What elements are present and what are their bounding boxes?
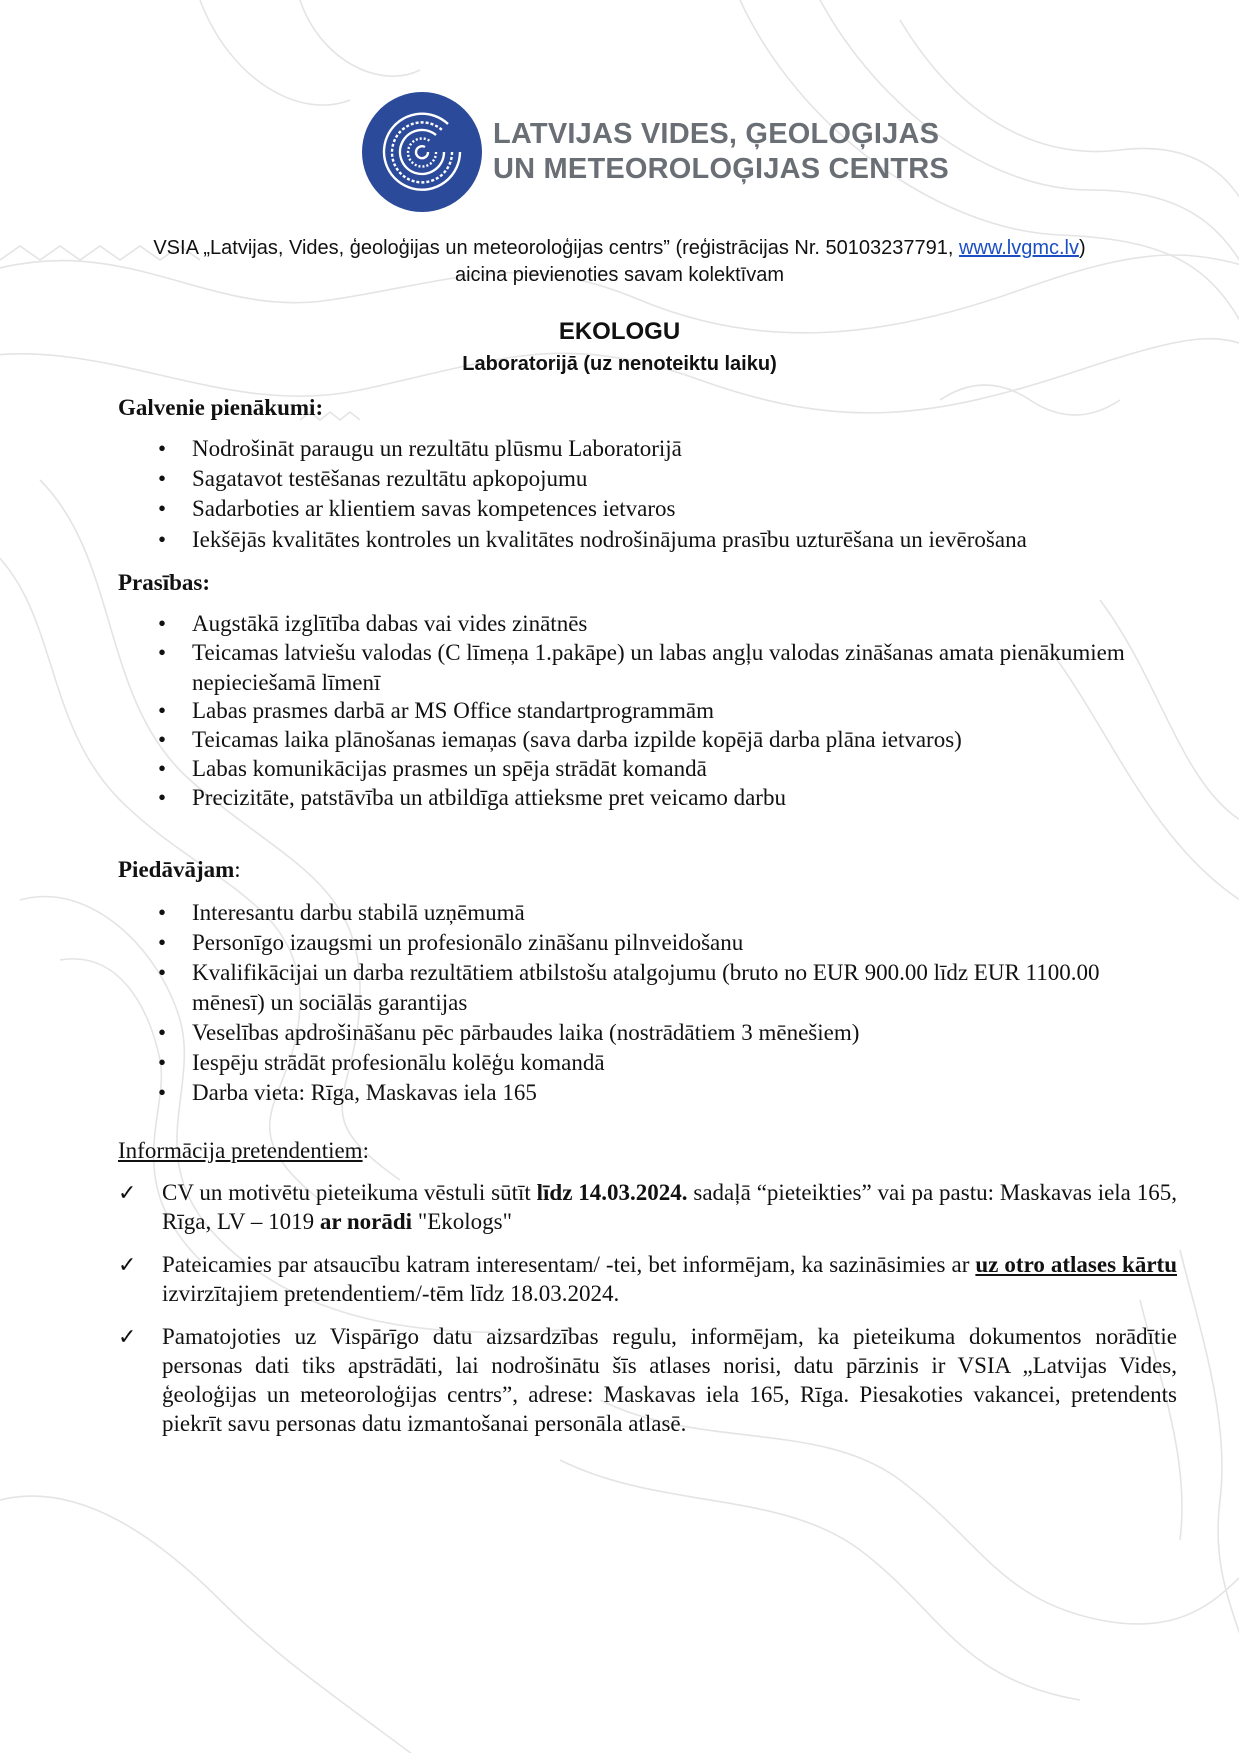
offer-heading xyxy=(118,857,241,883)
requirements-heading: Prasības: xyxy=(118,570,210,595)
list-item: • Nodrošināt paraugu un rezultātu plūsmu Laboratorijā xyxy=(158,436,682,461)
info-text: sadaļā “pieteikties” vai pa pastu: Maskavas iela 165, Rīga, LV – 1019 xyxy=(162,1180,1178,1234)
list-item-text: Sadarboties ar klientiem savas kompetences ietvaros xyxy=(192,496,676,521)
list-item-text: Darba vieta: Rīga, Maskavas iela 165 xyxy=(192,1080,537,1105)
lvgmc-logo-icon xyxy=(360,90,484,214)
list-item: • Kvalifikācijai un darba rezultātiem atbilstošu atalgojumu (bruto no EUR 900.00 līdz EUR 1100.00 mēnesī) un sociālās garantijas xyxy=(158,960,1100,1015)
list-item-text: Teicamas latviešu valodas (C līmeņa 1.pakāpe) un labas angļu valodas zināšanas amata pienākumiem nepieciešamā līmenī xyxy=(192,640,1125,695)
list-item-text: Personīgo izaugsmi un profesionālo zināšanu pilnveidošanu xyxy=(192,930,744,955)
info-text: Pateicamies par atsaucību katram interesentam/ -tei, bet informējam, ka sazināsimies ar xyxy=(162,1252,976,1277)
organization-name-line2: UN METEOROLOĢIJAS CENTRS xyxy=(493,153,949,185)
list-item: • Darba vieta: Rīga, Maskavas iela 165 xyxy=(158,1080,537,1105)
list-item: • Interesantu darbu stabilā uzņēmumā xyxy=(158,900,525,925)
list-item: • Sadarboties ar klientiem savas kompetences ietvaros xyxy=(158,496,676,521)
info-paragraph-deadline xyxy=(162,1178,1177,1236)
list-item-text: Teicamas laika plānošanas iemaņas (sava darba izpilde kopējā darba plāna ietvaros) xyxy=(192,727,962,752)
list-item-text: Sagatavot testēšanas rezultātu apkopojumu xyxy=(192,466,588,491)
list-item-text: Interesantu darbu stabilā uzņēmumā xyxy=(192,900,525,925)
checkmark-icon: ✓ xyxy=(118,1324,137,1349)
info-heading-text: Informācija pretendentiem xyxy=(118,1138,363,1163)
list-item-text: Labas prasmes darbā ar MS Office standartprogrammām xyxy=(192,698,715,723)
info-text: CV un motivētu pieteikuma vēstuli sūtīt xyxy=(162,1180,537,1205)
checkmark-icon: ✓ xyxy=(118,1180,137,1205)
info-text: izvirzītajiem pretendentiem/-tēm līdz 18.03.2024. xyxy=(162,1281,620,1306)
info-heading-colon: : xyxy=(362,1138,369,1163)
intro-text: VSIA „Latvijas, Vides, ģeoloģijas un meteoroloģijas centrs” (reģistrācijas Nr. 50103237791, xyxy=(153,237,959,259)
list-item: • Sagatavot testēšanas rezultātu apkopojumu xyxy=(158,466,588,491)
info-text: "Ekologs" xyxy=(412,1209,512,1234)
info-heading xyxy=(118,1138,369,1164)
checkmark-icon: ✓ xyxy=(118,1252,137,1277)
list-item: • Veselības apdrošināšanu pēc pārbaudes laika (nostrādātiem 3 mēnešiem) xyxy=(158,1020,860,1045)
list-item: • Teicamas laika plānošanas iemaņas (sava darba izpilde kopējā darba plāna ietvaros) xyxy=(158,727,962,752)
list-item: • Iekšējās kvalitātes kontroles un kvalitātes nodrošinājuma prasību uzturēšana un ievērošana xyxy=(158,527,1027,552)
list-item-text: Veselības apdrošināšanu pēc pārbaudes laika (nostrādātiem 3 mēnešiem) xyxy=(192,1020,860,1045)
job-title: EKOLOGU xyxy=(558,318,681,345)
list-item-text: Labas komunikācijas prasmes un spēja strādāt komandā xyxy=(192,756,707,781)
list-item: • Augstākā izglītība dabas vai vides zinātnēs xyxy=(158,611,588,636)
duties-heading: Galvenie pienākumi: xyxy=(118,395,324,420)
info-emphasis: ar norādi xyxy=(319,1209,413,1234)
info-paragraph-selection xyxy=(162,1250,1177,1308)
list-item: • Teicamas latviešu valodas (C līmeņa 1.pakāpe) un labas angļu valodas zināšanas amata pienākumiem nepieciešamā līmenī xyxy=(158,640,1125,695)
list-item-text: Augstākā izglītība dabas vai vides zinātnēs xyxy=(192,611,588,636)
intro-invitation: aicina pievienoties savam kolektīvam xyxy=(454,264,785,286)
list-item: • Labas komunikācijas prasmes un spēja strādāt komandā xyxy=(158,756,707,781)
list-item-text: Iekšējās kvalitātes kontroles un kvalitātes nodrošinājuma prasību uzturēšana un ievērošana xyxy=(192,527,1027,552)
intro-line xyxy=(0,237,1239,260)
info-paragraph-gdpr: Pamatojoties uz Vispārīgo datu aizsardzības regulu, informējam, ka pieteikuma dokumentos norādītie personas dati tiks apstrādāti, lai nodrošinātu šīs atlases norisi, datu pārzinis ir VSIA „Latvijas Vides, ģeoloģijas un meteoroloģijas centrs”, adrese: Maskavas iela 165, Rīga. Piesakoties vakancei, pretendents piekrīt savu personas datu izmantošanai personāla atlasē. xyxy=(162,1324,1177,1436)
list-item-text: Nodrošināt paraugu un rezultātu plūsmu Laboratorijā xyxy=(192,436,682,461)
list-item-text: Precizitāte, patstāvība un atbildīga attieksme pret veicamo darbu xyxy=(192,785,786,810)
list-item: • Precizitāte, patstāvība un atbildīga attieksme pret veicamo darbu xyxy=(158,785,786,810)
offer-heading-colon: : xyxy=(234,857,241,882)
job-subtitle: Laboratorijā (uz nenoteiktu laiku) xyxy=(462,353,777,375)
deadline-date: līdz 14.03.2024. xyxy=(536,1180,688,1205)
organization-name-line1: LATVIJAS VIDES, ĢEOLOĢIJAS xyxy=(493,118,940,150)
list-item: • Personīgo izaugsmi un profesionālo zināšanu pilnveidošanu xyxy=(158,930,744,955)
website-link[interactable]: www.lvgmc.lv xyxy=(958,237,1079,259)
intro-close-paren: ) xyxy=(1078,237,1086,259)
info-emphasis: uz otro atlases kārtu xyxy=(975,1252,1178,1277)
list-item-text: Iespēju strādāt profesionālu kolēģu komandā xyxy=(192,1050,605,1075)
offer-heading-text: Piedāvājam xyxy=(118,857,235,882)
list-item-text: Kvalifikācijai un darba rezultātiem atbilstošu atalgojumu (bruto no EUR 900.00 līdz EUR 1100.00 mēnesī) un sociālās garantijas xyxy=(192,960,1100,1015)
list-item: • Iespēju strādāt profesionālu kolēģu komandā xyxy=(158,1050,605,1075)
list-item: • Labas prasmes darbā ar MS Office standartprogrammām xyxy=(158,698,715,723)
